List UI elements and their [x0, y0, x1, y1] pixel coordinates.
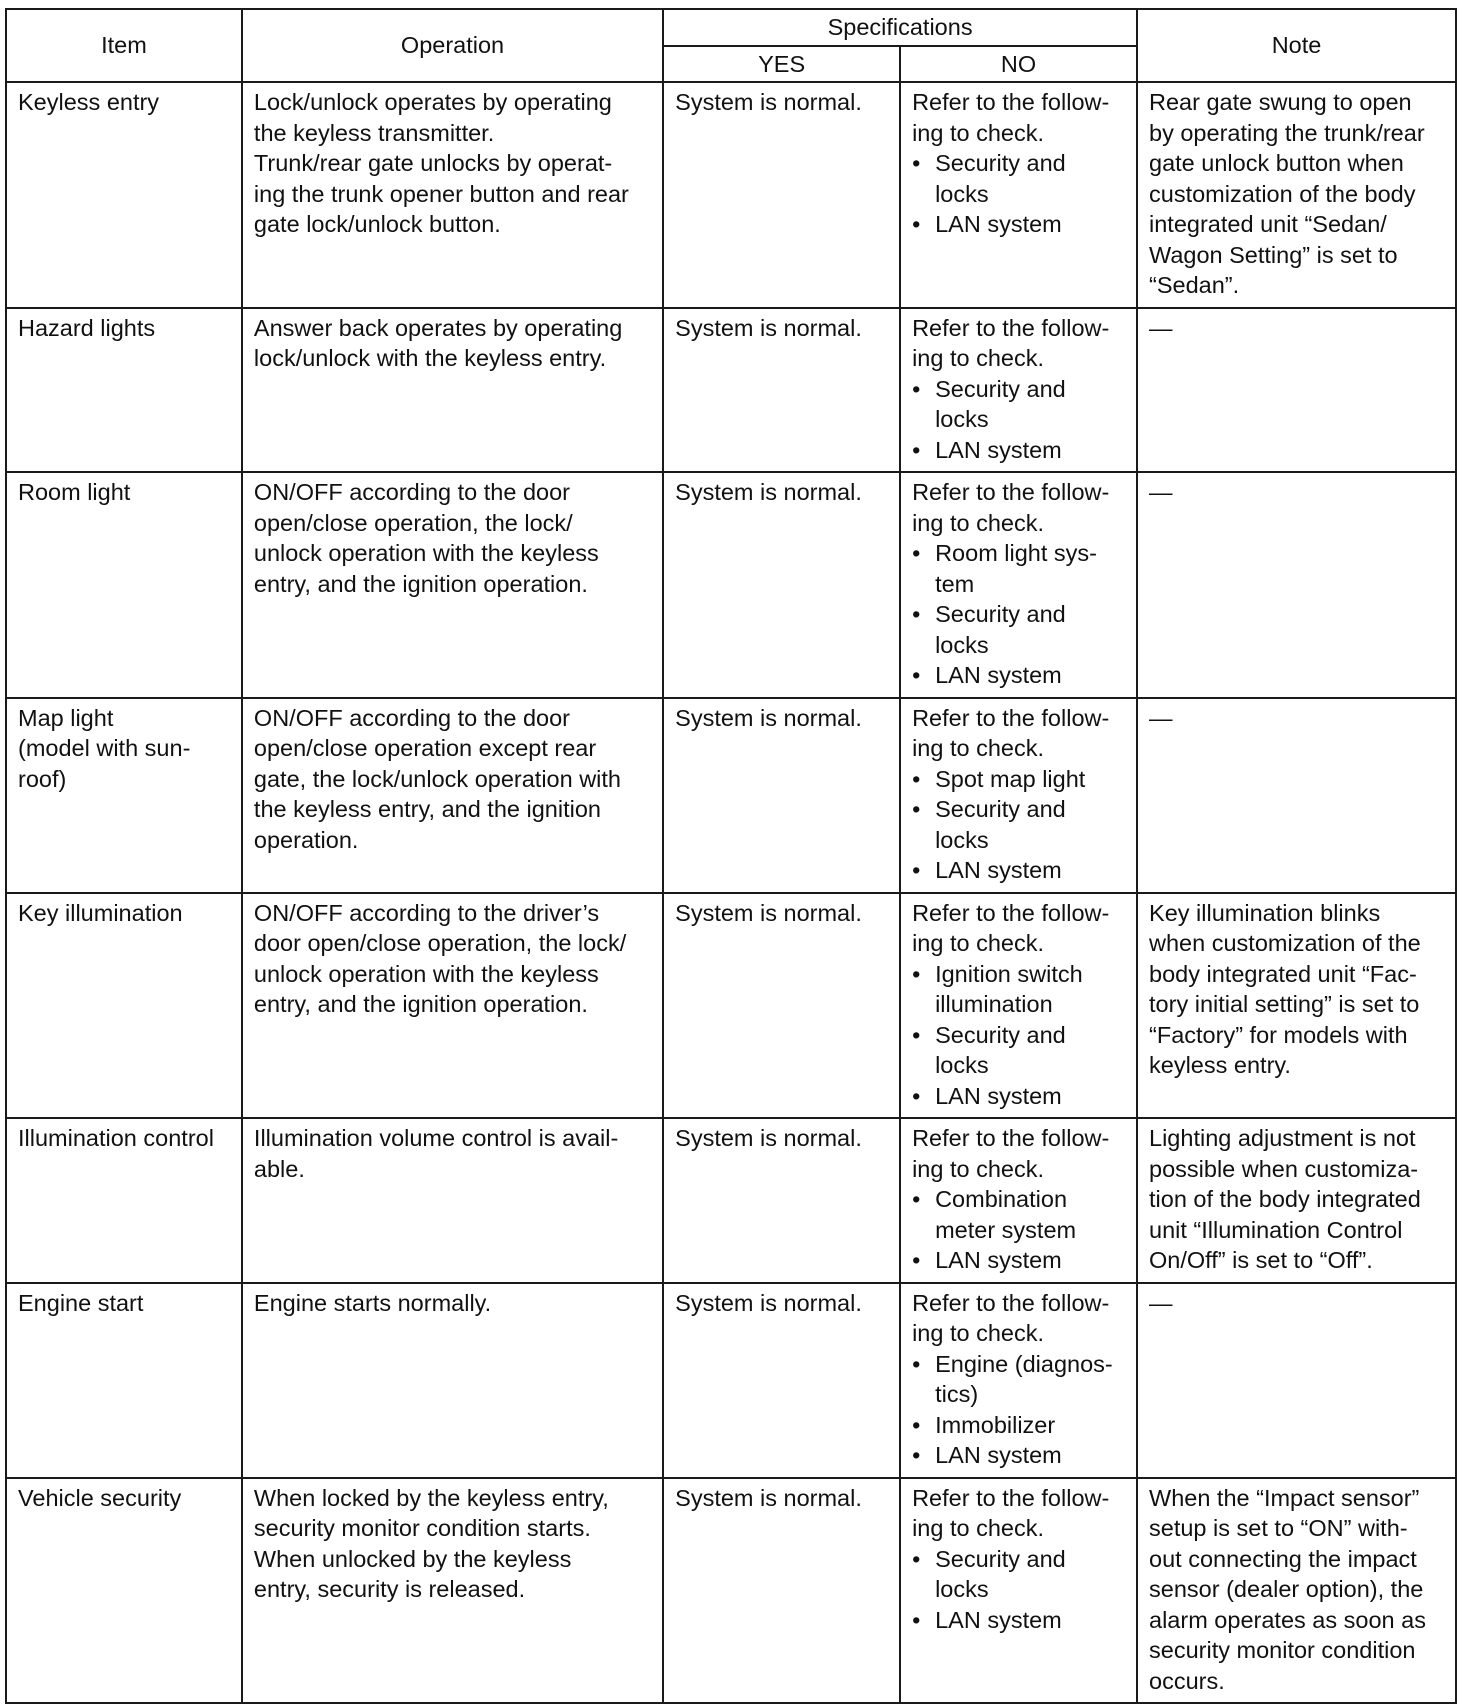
operation-text: gate, the lock/unlock operation with [253, 765, 622, 792]
cell-no [900, 1478, 1137, 1704]
bullet-icon: • [912, 150, 921, 176]
check-item-line: locks [935, 826, 989, 853]
check-item-text [912, 1050, 1126, 1081]
note-text: customization of the body [1149, 180, 1416, 207]
check-item-line: LAN system [935, 1442, 1062, 1468]
check-item-line: Immobilizer [935, 1411, 1056, 1438]
cell-note [1137, 82, 1456, 308]
operation-text: able. [253, 1155, 305, 1182]
no-intro-text: ing to check. [912, 930, 1045, 956]
bullet-icon: • [912, 375, 921, 402]
check-item-line: LAN system [935, 662, 1062, 688]
bullet-icon: • [912, 540, 921, 566]
note-text: possible when customiza- [1149, 1155, 1419, 1182]
note-text: On/Off” is set to “Off”. [1149, 1247, 1373, 1273]
yes-text: System is normal. [675, 1484, 862, 1511]
no-intro-text: Refer to the follow- [912, 1289, 1110, 1316]
no-intro-text: Refer to the follow- [912, 314, 1110, 341]
check-item-line: Security and [935, 796, 1066, 822]
check-item-line: Ignition switch [935, 960, 1083, 987]
note-text: sensor (dealer option), the [1149, 1576, 1424, 1602]
item-text: Keyless entry [18, 89, 160, 115]
item-text: Engine start [18, 1289, 144, 1316]
note-text: tion of the body integrated [1149, 1186, 1421, 1212]
no-intro-text: Refer to the follow- [912, 1484, 1110, 1511]
check-item-text [912, 989, 1126, 1020]
cell-item [6, 893, 242, 1119]
check-item-text [912, 209, 1126, 240]
cell-item [6, 82, 242, 308]
check-item-text [912, 1605, 1126, 1636]
note-text: Wagon Setting” is set to [1149, 241, 1398, 268]
cell-yes [663, 1478, 900, 1704]
cell-operation [242, 698, 663, 893]
header-item: Item [6, 9, 242, 82]
check-item-text [912, 630, 1126, 661]
cell-yes [663, 1118, 900, 1283]
check-item-text [912, 1020, 1126, 1051]
check-item-text [912, 855, 1126, 886]
check-item-text [912, 1245, 1126, 1276]
table-row [6, 893, 1456, 1119]
operation-text: When unlocked by the keyless [253, 1545, 572, 1572]
table-body [6, 82, 1456, 1703]
check-item-text [912, 599, 1126, 630]
check-item-text [912, 435, 1126, 466]
no-intro-text: Refer to the follow- [912, 899, 1110, 926]
bullet-icon: • [912, 211, 921, 237]
operation-text: entry, and the ignition operation. [253, 570, 588, 597]
item-text: Vehicle security [18, 1484, 182, 1511]
operation-text: door open/close operation, the lock/ [253, 930, 627, 956]
check-item-text [912, 794, 1126, 825]
cell-operation [242, 308, 663, 473]
operation-text: Lock/unlock operates by operating [253, 89, 612, 115]
operation-text: unlock operation with the keyless [253, 960, 599, 987]
operation-text: ON/OFF according to the door [253, 479, 571, 505]
note-text: Rear gate swung to open [1149, 89, 1412, 115]
bullet-icon: • [912, 960, 921, 987]
note-text: unit “Illumination Control [1149, 1216, 1403, 1243]
note-text: When the “Impact sensor” [1149, 1484, 1420, 1511]
cell-yes [663, 698, 900, 893]
yes-text: System is normal. [675, 314, 862, 341]
operation-text: open/close operation except rear [253, 735, 597, 761]
check-item-text [912, 569, 1126, 600]
check-item-line: Spot map light [935, 765, 1086, 792]
check-item-text [912, 764, 1126, 795]
note-dash: — [1149, 1289, 1173, 1316]
cell-operation [242, 1478, 663, 1704]
note-text: body integrated unit “Fac- [1149, 960, 1417, 987]
operation-text: ON/OFF according to the driver’s [253, 899, 600, 926]
bullet-icon: • [912, 601, 921, 627]
page [5, 8, 1457, 1704]
check-item-line: LAN system [935, 1082, 1062, 1109]
cell-no [900, 698, 1137, 893]
check-item-line: tics) [935, 1381, 979, 1407]
check-item-text [912, 179, 1126, 210]
bullet-icon: • [912, 1021, 921, 1048]
table-row [6, 1118, 1456, 1283]
check-item-line: locks [935, 406, 989, 432]
check-item-line: LAN system [935, 857, 1062, 883]
check-item-line: locks [935, 631, 989, 658]
check-item-line: Security and [935, 601, 1066, 627]
table-row [6, 1478, 1456, 1704]
cell-item [6, 1283, 242, 1478]
check-item-text [912, 1574, 1126, 1605]
cell-no [900, 893, 1137, 1119]
item-text: Room light [18, 479, 131, 505]
no-intro-text: Refer to the follow- [912, 89, 1110, 115]
cell-operation [242, 82, 663, 308]
check-item-text [912, 660, 1126, 691]
yes-text: System is normal. [675, 1289, 862, 1316]
check-item-text [912, 1440, 1126, 1471]
cell-no [900, 1118, 1137, 1283]
no-intro-text: ing to check. [912, 1515, 1045, 1541]
bullet-icon: • [912, 765, 921, 792]
cell-operation [242, 893, 663, 1119]
note-text: “Sedan”. [1149, 272, 1240, 298]
note-text: setup is set to “ON” with- [1149, 1515, 1408, 1541]
specifications-table [5, 8, 1457, 1704]
header-operation: Operation [242, 9, 663, 82]
check-item-line: Combination [935, 1186, 1068, 1212]
operation-text: the keyless transmitter. [253, 119, 495, 146]
operation-text: security monitor condition starts. [253, 1515, 591, 1541]
note-text: when customization of the [1149, 930, 1421, 956]
table-row [6, 82, 1456, 308]
no-intro-text: ing to check. [912, 1155, 1045, 1182]
check-item-text [912, 1379, 1126, 1410]
cell-operation [242, 472, 663, 698]
header-note: Note [1137, 9, 1456, 82]
note-dash: — [1149, 479, 1173, 505]
header-no: NO [900, 46, 1137, 83]
check-item-line: LAN system [935, 436, 1062, 463]
cell-yes [663, 1283, 900, 1478]
header-yes: YES [663, 46, 900, 83]
note-text: Key illumination blinks [1149, 899, 1381, 926]
check-item-text [912, 1081, 1126, 1112]
operation-text: Answer back operates by operating [253, 314, 623, 341]
operation-text: ON/OFF according to the door [253, 704, 571, 731]
check-item-line: tem [935, 570, 975, 597]
check-item-line: LAN system [935, 1247, 1062, 1273]
table-header [6, 9, 1456, 82]
table-row [6, 308, 1456, 473]
check-item-line: Security and [935, 1545, 1066, 1572]
check-item-text [912, 1184, 1126, 1215]
no-intro-text: ing to check. [912, 345, 1045, 371]
item-text: Illumination control [18, 1125, 214, 1151]
item-text: Map light [18, 704, 114, 731]
note-text: integrated unit “Sedan/ [1149, 211, 1387, 237]
cell-no [900, 82, 1137, 308]
note-text: Lighting adjustment is not [1149, 1125, 1416, 1151]
no-intro-text: Refer to the follow- [912, 1125, 1110, 1151]
cell-yes [663, 893, 900, 1119]
bullet-icon: • [912, 1186, 921, 1212]
cell-operation [242, 1283, 663, 1478]
check-item-text [912, 1215, 1126, 1246]
operation-text: ing the trunk opener button and rear [253, 180, 629, 207]
bullet-icon: • [912, 1350, 921, 1377]
note-dash: — [1149, 314, 1173, 341]
yes-text: System is normal. [675, 704, 862, 731]
operation-text: Engine starts normally. [253, 1289, 492, 1316]
check-item-text [912, 1349, 1126, 1380]
cell-note [1137, 698, 1456, 893]
check-item-text [912, 538, 1126, 569]
cell-item [6, 472, 242, 698]
no-intro-text: ing to check. [912, 735, 1045, 761]
check-item-text [912, 1410, 1126, 1441]
check-item-text [912, 374, 1126, 405]
bullet-icon: • [912, 1545, 921, 1572]
item-text: Hazard lights [18, 314, 156, 341]
note-text: gate unlock button when [1149, 150, 1404, 176]
operation-text: unlock operation with the keyless [253, 540, 599, 566]
note-dash: — [1149, 704, 1173, 731]
bullet-icon: • [912, 662, 921, 688]
bullet-icon: • [912, 1247, 921, 1273]
bullet-icon: • [912, 1082, 921, 1109]
cell-operation [242, 1118, 663, 1283]
cell-note [1137, 472, 1456, 698]
note-text: occurs. [1149, 1667, 1225, 1694]
check-item-line: locks [935, 1052, 989, 1078]
check-item-line: LAN system [935, 1606, 1062, 1633]
check-item-line: Engine (diagnos- [935, 1350, 1113, 1377]
check-item-line: locks [935, 1576, 989, 1602]
cell-item [6, 308, 242, 473]
note-text: out connecting the impact [1149, 1545, 1417, 1572]
check-item-line: Security and [935, 1021, 1066, 1048]
bullet-icon: • [912, 1411, 921, 1438]
cell-yes [663, 472, 900, 698]
operation-text: When locked by the keyless entry, [253, 1484, 609, 1511]
note-text: tory initial setting” is set to [1149, 991, 1420, 1017]
cell-item [6, 698, 242, 893]
yes-text: System is normal. [675, 899, 862, 926]
check-item-line: Security and [935, 150, 1066, 176]
operation-text: lock/unlock with the keyless entry. [253, 345, 607, 371]
operation-text: Trunk/rear gate unlocks by operat- [253, 150, 613, 176]
yes-text: System is normal. [675, 479, 862, 505]
check-item-line: Room light sys- [935, 540, 1098, 566]
yes-text: System is normal. [675, 1125, 862, 1151]
check-item-line: Security and [935, 375, 1066, 402]
check-item-line: LAN system [935, 211, 1062, 237]
bullet-icon: • [912, 796, 921, 822]
note-text: by operating the trunk/rear [1149, 119, 1425, 146]
cell-item [6, 1478, 242, 1704]
item-text: Key illumination [18, 899, 183, 926]
item-text: roof) [18, 765, 67, 792]
check-item-line: illumination [935, 991, 1053, 1017]
table-row [6, 1283, 1456, 1478]
table-row [6, 698, 1456, 893]
no-intro-text: Refer to the follow- [912, 479, 1110, 505]
table-row [6, 472, 1456, 698]
cell-yes [663, 82, 900, 308]
operation-text: operation. [253, 826, 359, 853]
bullet-icon: • [912, 1442, 921, 1468]
no-intro-text: ing to check. [912, 1320, 1045, 1346]
operation-text: gate lock/unlock button. [253, 211, 501, 237]
check-item-text [912, 959, 1126, 990]
operation-text: the keyless entry, and the ignition [253, 796, 601, 822]
cell-note [1137, 308, 1456, 473]
note-text: alarm operates as soon as [1149, 1606, 1426, 1633]
check-item-text [912, 1544, 1126, 1575]
item-text: (model with sun- [18, 735, 191, 761]
operation-text: entry, and the ignition operation. [253, 991, 588, 1017]
cell-note [1137, 893, 1456, 1119]
cell-no [900, 1283, 1137, 1478]
check-item-line: locks [935, 180, 989, 207]
operation-text: Illumination volume control is avail- [253, 1125, 619, 1151]
yes-text: System is normal. [675, 89, 862, 115]
header-row-top [6, 9, 1456, 46]
note-text: keyless entry. [1149, 1052, 1291, 1078]
check-item-line: meter system [935, 1216, 1077, 1243]
operation-text: open/close operation, the lock/ [253, 509, 573, 536]
note-text: “Factory” for models with [1149, 1021, 1408, 1048]
cell-no [900, 308, 1137, 473]
check-item-text [912, 825, 1126, 856]
bullet-icon: • [912, 857, 921, 883]
no-intro-text: ing to check. [912, 119, 1045, 146]
bullet-icon: • [912, 436, 921, 463]
check-item-text [912, 148, 1126, 179]
note-text: security monitor condition [1149, 1637, 1416, 1663]
bullet-icon: • [912, 1606, 921, 1633]
cell-item [6, 1118, 242, 1283]
cell-note [1137, 1118, 1456, 1283]
cell-note [1137, 1283, 1456, 1478]
cell-note [1137, 1478, 1456, 1704]
no-intro-text: Refer to the follow- [912, 704, 1110, 731]
header-specifications: Specifications [663, 9, 1137, 46]
operation-text: entry, security is released. [253, 1576, 526, 1602]
check-item-text [912, 404, 1126, 435]
cell-yes [663, 308, 900, 473]
no-intro-text: ing to check. [912, 509, 1045, 536]
cell-no [900, 472, 1137, 698]
